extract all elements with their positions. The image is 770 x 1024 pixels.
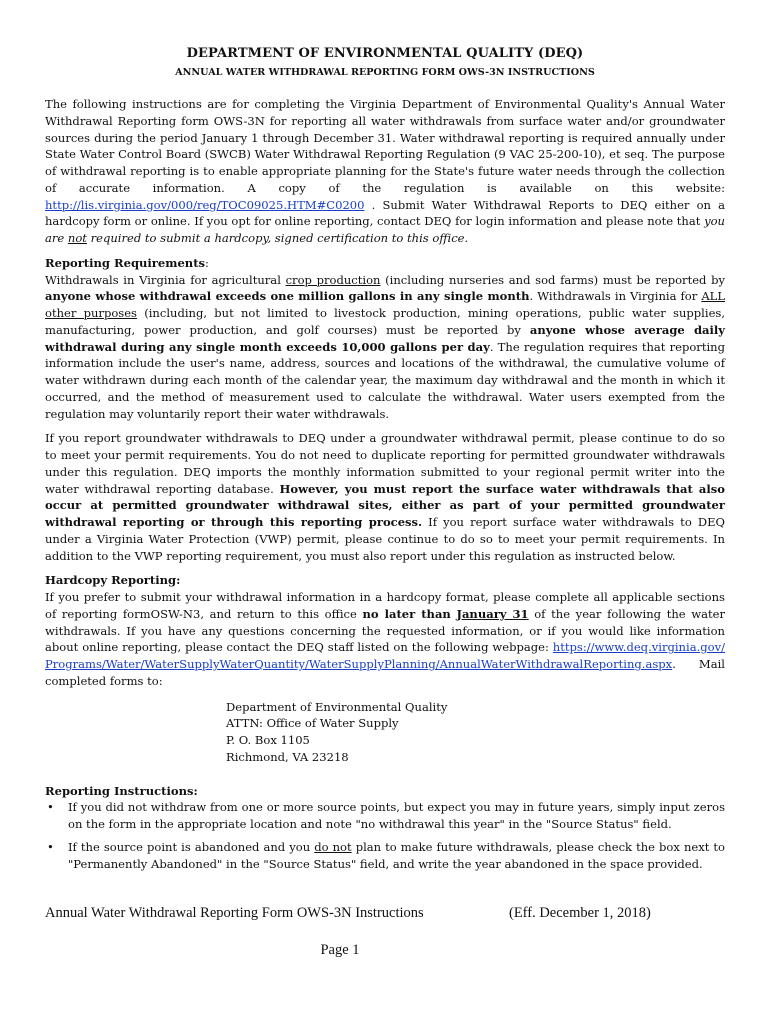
intro-paragraph	[45, 96, 725, 247]
hc-text-1: If you prefer to submit your withdrawal information in a hardcopy format, please complete all applicable sections of reporting formOSW-N3, and return to this office	[45, 590, 725, 621]
footer-effective-date: (Eff. December 1, 2018)	[509, 905, 651, 921]
mailing-address	[226, 699, 725, 766]
page-footer	[45, 905, 725, 922]
regulation-link[interactable]: http://lis.virginia.gov/000/reg/TOC09025.HTM#C0200	[45, 197, 365, 212]
instruction-text: If you did not withdraw from one or more source points, but expect you may in future years, simply input zeros on the form in the appropriate location and note "no withdrawal this year" in the "Source Status" field.	[68, 800, 725, 831]
intro-text: The following instructions are for completing the Virginia Department of Environmental Quality's Annual Water Withdrawal Reporting form OWS-3N for reporting all water withdrawals from surface water and/or groundwater sources during the period January 1 through December 31. Water withdrawal reporting is required annually under State Water Control Board (SWCB) Water Withdrawal Reporting Regulation (9 VAC 25-200-10), et seq. The purpose of withdrawal reporting is to enable appropriate planning for the State's future water needs through the collection of accurate information. A copy of the regulation is available on this website:	[45, 97, 725, 195]
address-line: Richmond, VA 23218	[226, 749, 349, 764]
instruction-do-not: do not	[314, 839, 352, 854]
list-item	[47, 839, 725, 873]
list-item	[47, 799, 725, 833]
hc-date: January 31	[456, 606, 529, 621]
address-line: Department of Environmental Quality	[226, 699, 448, 714]
req-bold-2: anyone whose average daily withdrawal during any single month exceeds 10,000 gallons per day	[45, 322, 726, 354]
address-line: ATTN: Office of Water Supply	[226, 716, 399, 731]
requirements-colon: :	[205, 255, 209, 270]
req-text-4: (including, but not limited to livestock production, mining operations, public water supplies, manufacturing, power production, and golf courses) must be reported by	[45, 306, 726, 337]
instruction-text-a: If the source point is abandoned and you	[68, 839, 311, 854]
instructions-list	[45, 799, 725, 872]
hardcopy-heading: Hardcopy Reporting:	[45, 573, 181, 588]
req-text-5: . The regulation requires that reporting information include the user's name, address, sources and locations of the withdrawal, the cumulative volume of water withdrawn during each month of the calendar year, the maximum day withdrawal and the month in which it occurred, and the method of measurement used to calculate the withdrawal. Water users exempted from the regulation may voluntarily report their water withdrawals.	[45, 339, 725, 421]
intro-italic-2: required to submit a hardcopy, signed certification to this office.	[90, 231, 469, 245]
instructions-heading: Reporting Instructions:	[45, 783, 198, 798]
hc-text-2: of the year following the water withdrawals. If you have any questions concerning the requested information, or if you would like information about online reporting, please contact the DEQ staff listed on the following webpage:	[45, 606, 726, 655]
document-body	[45, 96, 725, 872]
page-subtitle: ANNUAL WATER WITHDRAWAL REPORTING FORM OWS-3N INSTRUCTIONS	[175, 67, 595, 78]
groundwater-paragraph	[45, 430, 725, 564]
intro-italic-1: you are	[45, 214, 725, 245]
bullet-icon: •	[47, 800, 54, 815]
page-title: DEPARTMENT OF ENVIRONMENTAL QUALITY (DEQ)	[186, 46, 584, 61]
req-bold-1: anyone whose withdrawal exceeds one million gallons in any single month	[45, 289, 530, 304]
req-all-other: ALL other purposes	[45, 289, 725, 320]
page-number: Page 1	[320, 942, 360, 958]
requirements-section	[45, 255, 725, 423]
hardcopy-section	[45, 572, 725, 689]
req-text-2: (including nurseries and sod farms) must be reported by	[385, 272, 726, 287]
deq-webpage-link[interactable]: https://www.deq.virginia.gov/Programs/Water/WaterSupplyWaterQuantity/WaterSupplyPlanning/AnnualWaterWithdrawalReporting.aspx	[45, 640, 726, 671]
hc-deadline: no later than	[362, 606, 451, 621]
requirements-heading: Reporting Requirements	[45, 255, 206, 270]
gw-text-2: If you report surface water withdrawals to DEQ under a Virginia Water Protection (VWP) permit, please continue to do so to meet your permit requirements. In addition to the VWP reporting requirement, you must also report under this regulation as instructed below.	[45, 515, 726, 563]
req-text-3: . Withdrawals in Virginia for	[529, 289, 698, 304]
gw-text-1: If you report groundwater withdrawals to DEQ under a groundwater withdrawal permit, please continue to do so to meet your permit requirements. You do not need to duplicate reporting for permitted groundwater withdrawals under this regulation. DEQ imports the monthly information submitted to your regional permit writer into the water withdrawal reporting database.	[45, 431, 725, 496]
address-line: P. O. Box 1105	[226, 733, 310, 747]
instruction-text-b: plan to make future withdrawals, please check the box next to "Permanently Abandoned" in the "Source Status" field, and write the year abandoned in the space provided.	[68, 839, 725, 871]
intro-after-link: . Submit Water Withdrawal Reports to DEQ either on a hardcopy form or online. If you opt for online reporting, contact DEQ for login information and please note that	[45, 197, 726, 229]
req-text-1: Withdrawals in Virginia for agricultural	[45, 272, 281, 287]
req-crop-production: crop production	[285, 272, 381, 287]
gw-bold: However, you must report the surface water withdrawals that also occur at permitted groundwater withdrawal sites, either as part of your permitted groundwater withdrawal reporting or through this reporting process.	[45, 481, 725, 529]
footer-form-name: Annual Water Withdrawal Reporting Form OWS-3N Instructions	[45, 905, 424, 921]
intro-italic-not: not	[67, 231, 87, 245]
bullet-icon: •	[47, 839, 54, 854]
hc-text-3: . Mail completed forms to:	[45, 657, 725, 688]
